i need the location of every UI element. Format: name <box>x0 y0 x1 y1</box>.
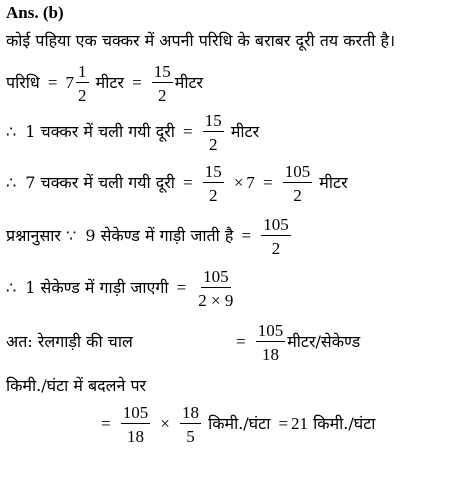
intro-text: कोई पहिया एक चक्कर में अपनी परिधि के बराबर दूरी तय करती है। <box>6 31 396 50</box>
fraction: $\frac{15}{2}$ <box>204 111 222 154</box>
because-symbol: ∵ <box>66 226 77 245</box>
fraction: $\frac{18}{5}$ <box>181 403 199 446</box>
fraction: $\frac{15}{2}$ <box>204 162 222 205</box>
one-round-line: ∴ 1 चक्कर में चली गयी दूरी = $\frac{15}{2}$ मीटर <box>6 111 260 154</box>
circumference-line: परिधि = 7 $\frac{1}{2}$ मीटर = $\frac{15}{2}$ मीटर <box>6 62 204 105</box>
fraction: $\frac{15}{2}$ <box>153 62 171 105</box>
fraction: $\frac{105}{2}$ <box>284 162 311 205</box>
therefore-symbol: ∴ <box>6 173 17 192</box>
answer-heading: Ans. (b) <box>6 3 64 22</box>
therefore-symbol: ∴ <box>6 278 17 297</box>
therefore-symbol: ∴ <box>6 122 17 141</box>
one-second-line: ∴ 1 सेकेण्ड में गाड़ी जाएगी = $\frac{105}{2 \times 9}$ <box>6 267 234 310</box>
train-speed-line: अत: रेलगाड़ी की चाल = $\frac{105}{18}$ मीटर/सेकेण्ड <box>6 321 361 364</box>
conversion-label: किमी./घंटा में बदलने पर <box>6 376 147 395</box>
fraction: $\frac{105}{2 \times 9}$ <box>198 267 234 310</box>
fraction: $\frac{105}{2}$ <box>263 215 289 258</box>
label: परिधि <box>6 73 40 92</box>
final-result-line: = $\frac{105}{18}$ × $\frac{18}{5}$ किमी./घंटा = 21 किमी./घंटा <box>101 403 376 446</box>
fraction: $\frac{1}{2}$ <box>78 62 87 105</box>
fraction: $\frac{105}{18}$ <box>122 403 149 446</box>
fraction: $\frac{105}{18}$ <box>257 321 284 364</box>
per-question-line: प्रश्नानुसार ∵ 9 सेकेण्ड में गाड़ी जाती है = $\frac{105}{2}$ <box>6 215 289 258</box>
seven-rounds-line: ∴ 7 चक्कर में चली गयी दूरी = $\frac{15}{2}$ × 7 = $\frac{105}{2}$ मीटर <box>6 162 348 205</box>
